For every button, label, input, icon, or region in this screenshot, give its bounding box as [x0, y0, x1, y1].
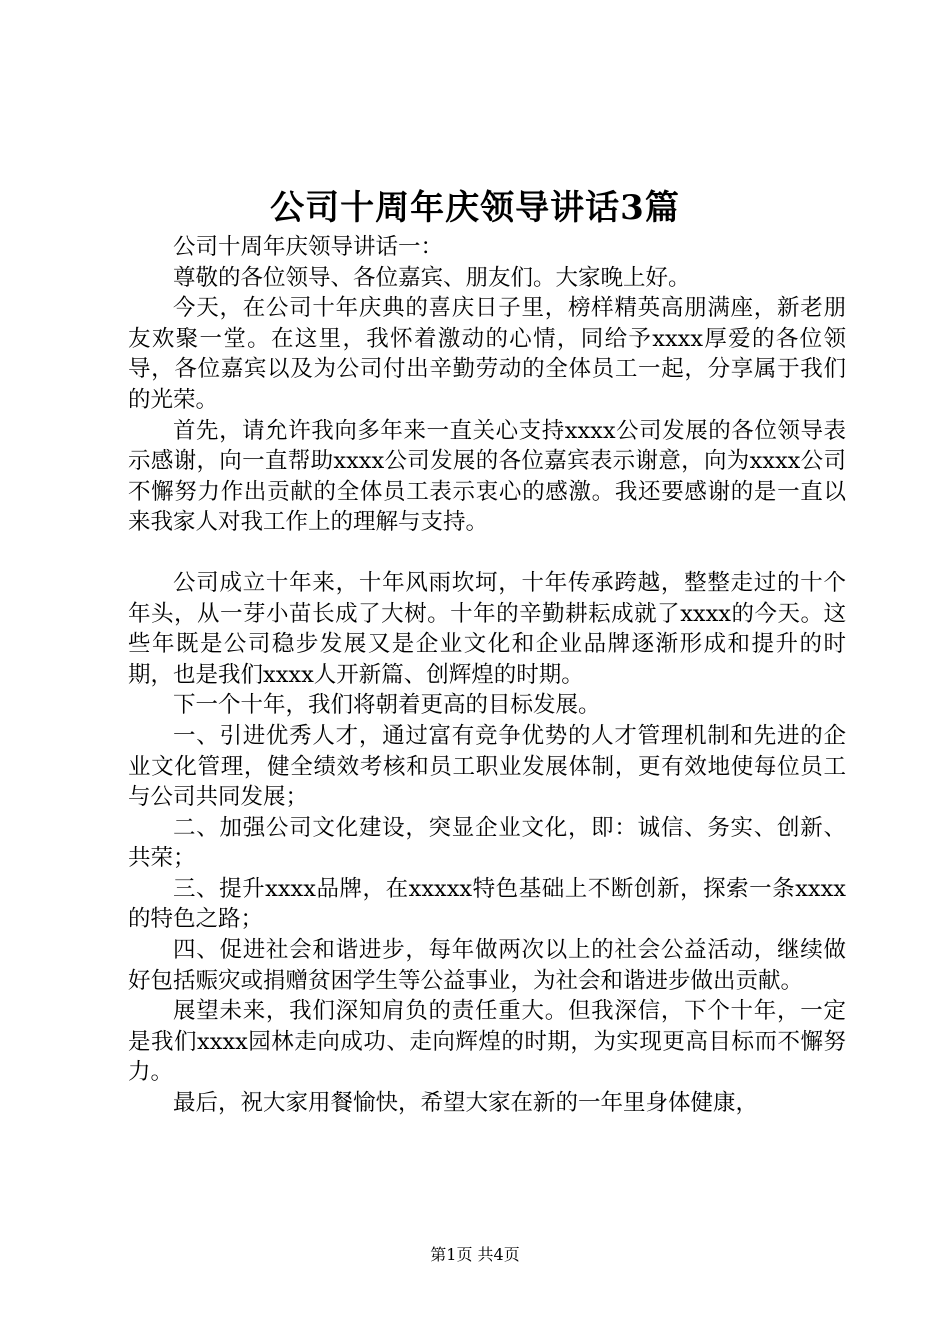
- paragraph-history: 公司成立十年来，十年风雨坎坷，十年传承跨越，整整走过的十个年头，从一芽小苗长成了大树。十年的辛勤耕耘成就了xxxx的今天。这些年既是公司稳步发展又是企业文化和企业品牌逐渐形成和提升的时期，也是我们xxxx人开新篇、创辉煌的时期。: [128, 569, 846, 688]
- paragraph-outlook: 展望未来，我们深知肩负的责任重大。但我深信，下个十年，一定是我们xxxx园林走向成功、走向辉煌的时期，为实现更高目标而不懈努力。: [128, 998, 846, 1086]
- paragraph-heading: 公司十周年庆领导讲话一：: [173, 234, 444, 260]
- paragraph-opening: 今天，在公司十年庆典的喜庆日子里，榜样精英高朋满座，新老朋友欢聚一堂。在这里，我怀着激动的心情，同给予xxxx厚爱的各位领导，各位嘉宾以及为公司付出辛勤劳动的全体员工一起，分享属于我们的光荣。: [128, 295, 846, 413]
- paragraph-next-decade: 下一个十年，我们将朝着更高的目标发展。: [173, 692, 601, 719]
- document-title: 公司十周年庆领导讲话3篇: [270, 188, 680, 228]
- paragraph-goal-4: 四、促进社会和谐进步，每年做两次以上的社会公益活动，继续做好包括赈灾或捐赠贫困学生等公益事业，为社会和谐进步做出贡献。: [128, 937, 846, 994]
- document-body: [128, 232, 846, 1119]
- paragraph-closing: 最后，祝大家用餐愉快，希望大家在新的一年里身体健康，: [173, 1090, 759, 1117]
- page-number-footer: 第1页 共4页: [430, 1245, 520, 1264]
- paragraph-goal-2: 二、加强公司文化建设，突显企业文化，即：诚信、务实、创新、共荣；: [128, 814, 846, 872]
- paragraph-greeting: 尊敬的各位领导、各位嘉宾、朋友们。大家晚上好。: [173, 264, 691, 291]
- paragraph-goal-1: 一、引进优秀人才，通过富有竞争优势的人才管理机制和先进的企业文化管理，健全绩效考核和员工职业发展体制，更有效地使每位员工与公司共同发展；: [128, 722, 846, 811]
- paragraph-goal-3: 三、提升xxxx品牌，在xxxxx特色基础上不断创新，探索一条xxxx的特色之路；: [128, 875, 846, 933]
- paragraph-thanks: 首先，请允许我向多年来一直关心支持xxxx公司发展的各位领导表示感谢，向一直帮助xxxx公司发展的各位嘉宾表示谢意，向为xxxx公司不懈努力作出贡献的全体员工表示衷心的感激。我还要感谢的是一直以来我家人对我工作上的理解与支持。: [128, 417, 846, 536]
